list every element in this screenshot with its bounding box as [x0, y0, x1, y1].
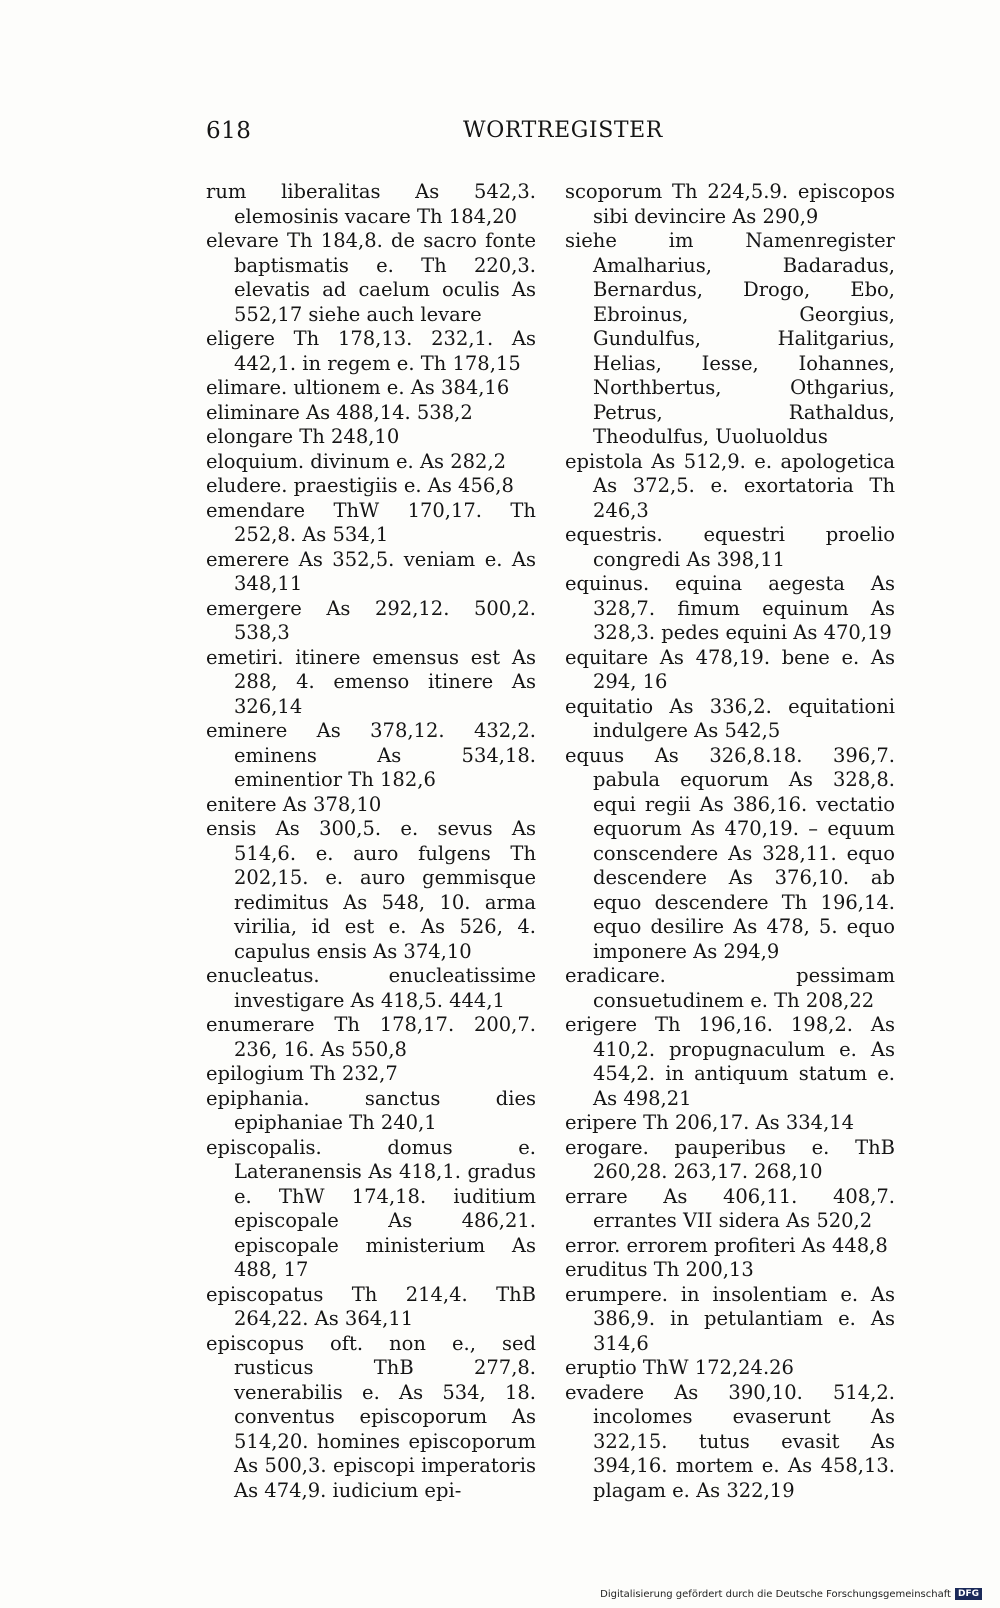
- index-entry: eligere Th 178,13. 232,1. As 442,1. in regem e. Th 178,15: [206, 327, 536, 375]
- index-entry: elimare. ultionem e. As 384,16: [206, 376, 510, 399]
- index-entry: rum liberalitas As 542,3. elemosinis vacare Th 184,20: [206, 180, 536, 228]
- index-entry: emetiri. itinere emensus est As 288, 4. emenso itinere As 326,14: [206, 645, 536, 718]
- index-entry: elongare Th 248,10: [206, 425, 400, 448]
- index-entry: error. errorem profiteri As 448,8: [565, 1233, 888, 1257]
- index-entry: equitare As 478,19. bene e. As 294, 16: [565, 645, 895, 693]
- index-entry: emerere As 352,5. veniam e. As 348,11: [206, 547, 536, 595]
- dfg-logo-icon: DFG: [955, 1588, 982, 1600]
- index-entry: erogare. pauperibus e. ThB 260,28. 263,17. 268,10: [565, 1135, 895, 1183]
- index-entry: enucleatus. enucleatissime investigare As 418,5. 444,1: [206, 964, 536, 1012]
- index-entry: eruptio ThW 172,24.26: [565, 1356, 794, 1379]
- index-entry: emergere As 292,12. 500,2. 538,3: [206, 596, 536, 644]
- index-entry: episcopus oft. non e., sed rusticus ThB 277,8. venerabilis e. As 534, 18. conventus episcoporum As 514,20. homines episcoporum As 500,3. episcopi imperatoris As 474,9. iudicium epi-: [206, 1331, 536, 1502]
- index-entry: erumpere. in insolentiam e. As 386,9. in petulantiam e. As 314,6: [565, 1282, 895, 1355]
- index-entry: enitere As 378,10: [206, 792, 382, 816]
- index-entry: erigere Th 196,16. 198,2. As 410,2. propugnaculum e. As 454,2. in antiquum statum e. As 498,21: [565, 1013, 895, 1110]
- index-entry: equitatio As 336,2. equitationi indulgere As 542,5: [565, 694, 895, 742]
- index-entry: siehe im Namenregister Amalharius, Badaradus, Bernardus, Drogo, Ebo, Ebroinus, Georgius, Gundulfus, Halitgarius, Helias, Iesse, Iohannes, Northbertus, Othgarius, Petrus, Rathaldus, Theodulfus, Uuoluoldus: [565, 229, 895, 448]
- index-entry: episcopatus Th 214,4. ThB 264,22. As 364,11: [206, 1282, 536, 1330]
- index-entry: epilogium Th 232,7: [206, 1062, 398, 1085]
- index-entry: equinus. equina aegesta As 328,7. fimum equinum As 328,3. pedes equini As 470,19: [565, 572, 895, 644]
- index-entry: evadere As 390,10. 514,2. incolomes evaserunt As 322,15. tutus evasit As 394,16. mortem e. As 458,13. plagam e. As 322,19: [565, 1380, 895, 1502]
- left-column: [206, 180, 536, 1503]
- index-entry: eradicare. pessimam consuetudinem e. Th 208,22: [565, 964, 895, 1012]
- index-entry: eludere. praestigiis e. As 456,8: [206, 474, 514, 497]
- index-entry: eruditus Th 200,13: [565, 1258, 754, 1281]
- index-entry: eripere Th 206,17. As 334,14: [565, 1111, 855, 1134]
- running-head: WORTREGISTER: [463, 118, 663, 143]
- index-entry: eliminare As 488,14. 538,2: [206, 400, 473, 424]
- index-entry: eminere As 378,12. 432,2. eminens As 534,18. eminentior Th 182,6: [206, 719, 536, 791]
- index-entry: emendare ThW 170,17. Th 252,8. As 534,1: [206, 498, 536, 546]
- index-entry: scoporum Th 224,5.9. episcopos sibi devincire As 290,9: [565, 180, 895, 228]
- index-entry: errare As 406,11. 408,7. errantes VII sidera As 520,2: [565, 1184, 895, 1232]
- index-entry: epiphania. sanctus dies epiphaniae Th 240,1: [206, 1086, 536, 1134]
- index-entry: elevare Th 184,8. de sacro fonte baptismatis e. Th 220,3. elevatis ad caelum oculis As 552,17 siehe auch levare: [206, 229, 536, 326]
- right-column: [565, 180, 895, 1503]
- index-entry: episcopalis. domus e. Lateranensis As 418,1. gradus e. ThW 174,18. iuditium episcopale As 486,21. episcopale ministerium As 488, 17: [206, 1135, 536, 1281]
- index-entry: equestris. equestri proelio congredi As 398,11: [565, 523, 895, 571]
- index-entry: ensis As 300,5. e. sevus As 514,6. e. auro fulgens Th 202,15. e. auro gemmisque redimitus As 548, 10. arma virilia, id est e. As 526, 4. capulus ensis As 374,10: [206, 817, 536, 963]
- digitization-footer: [600, 1588, 982, 1600]
- index-entry: eloquium. divinum e. As 282,2: [206, 449, 507, 473]
- index-entry: epistola As 512,9. e. apologetica As 372,5. e. exortatoria Th 246,3: [565, 449, 895, 522]
- page-number: 618: [206, 118, 252, 144]
- index-entry: equus As 326,8.18. 396,7. pabula equorum As 328,8. equi regii As 386,16. vectatio equorum As 470,19. – equum conscendere As 328,11. equo descendere As 376,10. ab equo descendere Th 196,14. equo desilire As 478, 5. equo imponere As 294,9: [565, 743, 895, 963]
- footer-credit: Digitalisierung gefördert durch die Deutsche Forschungsgemeinschaft: [600, 1588, 951, 1600]
- index-entry: enumerare Th 178,17. 200,7. 236, 16. As 550,8: [206, 1013, 536, 1061]
